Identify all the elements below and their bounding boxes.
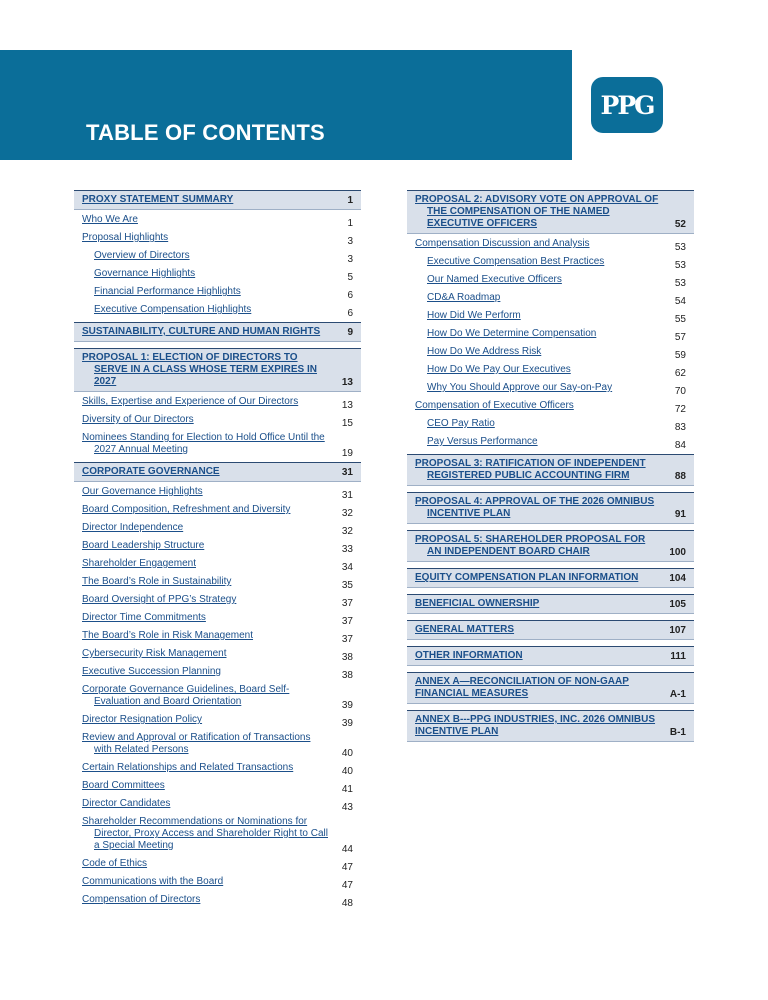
toc-link[interactable] — [82, 798, 331, 810]
toc-link[interactable] — [82, 612, 331, 624]
page-number: 84 — [674, 440, 686, 451]
toc-link[interactable] — [82, 522, 331, 534]
toc-item[interactable] — [74, 666, 361, 681]
toc-section-heading[interactable] — [74, 462, 361, 482]
toc-link-line: Our Governance Highlights — [82, 486, 203, 497]
toc-link[interactable] — [415, 382, 664, 394]
page-number: 40 — [341, 748, 353, 759]
toc-link[interactable] — [82, 576, 331, 588]
toc-link[interactable] — [82, 504, 331, 516]
toc-link-line: Compensation of Executive Officers — [415, 400, 574, 411]
toc-section-heading[interactable] — [74, 348, 361, 392]
page-number: 37 — [341, 634, 353, 645]
toc-link[interactable] — [82, 214, 331, 226]
toc-section-heading[interactable] — [407, 190, 694, 234]
page-number: 53 — [674, 242, 686, 253]
page-number: 31 — [341, 490, 353, 501]
section-title[interactable] — [82, 326, 331, 338]
toc-link[interactable] — [82, 648, 331, 660]
toc-link[interactable] — [415, 328, 664, 340]
toc-link-line: Executive Compensation Best Practices — [427, 256, 605, 267]
logo-text: PPG — [600, 90, 654, 120]
toc-link-line: The Board’s Role in Sustainability — [82, 576, 232, 587]
toc-item[interactable] — [74, 684, 361, 711]
page-number: 1 — [347, 218, 353, 229]
page-number: 39 — [341, 700, 353, 711]
page-number: 72 — [674, 404, 686, 415]
section-title-line: PROPOSAL 5: SHAREHOLDER PROPOSAL FOR — [415, 534, 646, 545]
page-number: 100 — [669, 547, 686, 558]
page-number: 53 — [674, 278, 686, 289]
page-number: 104 — [669, 573, 686, 584]
section-title-line: INCENTIVE PLAN — [427, 508, 511, 519]
page-number: 47 — [341, 880, 353, 891]
toc-item[interactable] — [74, 486, 361, 501]
toc-section-heading[interactable] — [74, 190, 361, 210]
toc-section-heading[interactable] — [407, 710, 694, 742]
section-title-line: OTHER INFORMATION — [415, 650, 523, 661]
toc-link-line: Review and Approval or Ratification of Transactions — [82, 732, 311, 743]
toc-link[interactable] — [415, 256, 664, 268]
toc-link[interactable] — [82, 666, 331, 678]
section-title-line: EQUITY COMPENSATION PLAN INFORMATION — [415, 572, 639, 583]
toc-link-line: CD&A Roadmap — [427, 292, 501, 303]
toc-link-line: Director, Proxy Access and Shareholder Right to Call — [94, 828, 328, 839]
toc-link-line: Board Oversight of PPG’s Strategy — [82, 594, 237, 605]
page-number: 83 — [674, 422, 686, 433]
toc-item[interactable] — [407, 238, 694, 253]
page-number: 53 — [674, 260, 686, 271]
section-title-line: REGISTERED PUBLIC ACCOUNTING FIRM — [427, 470, 630, 481]
toc-subitem[interactable] — [74, 268, 361, 283]
toc-link-line: Compensation of Directors — [82, 894, 201, 905]
toc-link-line: How Do We Address Risk — [427, 346, 542, 357]
page-number: 1 — [347, 195, 353, 206]
page-number: 41 — [341, 784, 353, 795]
page-number: 32 — [341, 526, 353, 537]
section-title[interactable] — [82, 352, 331, 388]
toc-link-line: How Do We Pay Our Executives — [427, 364, 571, 375]
toc-item[interactable] — [74, 648, 361, 663]
page-number: 52 — [674, 219, 686, 230]
toc-subitem[interactable] — [407, 274, 694, 289]
toc-link-line: Director Candidates — [82, 798, 171, 809]
section-title-line: AN INDEPENDENT BOARD CHAIR — [427, 546, 590, 557]
toc-item[interactable] — [74, 576, 361, 591]
page-number: 5 — [347, 272, 353, 283]
toc-link[interactable] — [82, 286, 331, 298]
page-number: 43 — [341, 802, 353, 813]
toc-link-line: Governance Highlights — [94, 268, 196, 279]
toc-link[interactable] — [82, 250, 331, 262]
page-number: 32 — [341, 508, 353, 519]
toc-link-line: Financial Performance Highlights — [94, 286, 241, 297]
toc-link-line: Board Leadership Structure — [82, 540, 205, 551]
toc-link[interactable] — [82, 858, 331, 870]
toc-link-line: Cybersecurity Risk Management — [82, 648, 227, 659]
section-title-line: SUSTAINABILITY, CULTURE AND HUMAN RIGHTS — [82, 326, 321, 337]
section-title[interactable] — [415, 572, 664, 584]
section-title-line: PROPOSAL 1: ELECTION OF DIRECTORS TO — [82, 352, 298, 363]
page-number: 105 — [669, 599, 686, 610]
section-title[interactable] — [82, 194, 331, 206]
toc-subitem[interactable] — [407, 418, 694, 433]
page-number: 57 — [674, 332, 686, 343]
page-number: 34 — [341, 562, 353, 573]
toc-subitem[interactable] — [407, 382, 694, 397]
toc-section-heading[interactable] — [407, 594, 694, 614]
toc-link-line: Pay Versus Performance — [427, 436, 538, 447]
toc-item[interactable] — [74, 630, 361, 645]
section-title-line: FINANCIAL MEASURES — [415, 688, 529, 699]
toc-link-line: Skills, Expertise and Experience of Our Directors — [82, 396, 299, 407]
toc-item[interactable] — [74, 780, 361, 795]
toc-link-line: Shareholder Recommendations or Nominations for — [82, 816, 308, 827]
toc-link[interactable] — [82, 268, 331, 280]
toc-subitem[interactable] — [407, 310, 694, 325]
toc-section-heading[interactable] — [407, 568, 694, 588]
toc-link-line: How Do We Determine Compensation — [427, 328, 597, 339]
toc-section-heading[interactable] — [407, 672, 694, 704]
toc-link-line: Certain Relationships and Related Transactions — [82, 762, 294, 773]
toc-link-line: Diversity of Our Directors — [82, 414, 194, 425]
toc-section-heading[interactable] — [407, 530, 694, 562]
toc-link-line: a Special Meeting — [94, 840, 174, 851]
toc-link-line: Our Named Executive Officers — [427, 274, 562, 285]
toc-link[interactable] — [415, 418, 664, 430]
toc-link[interactable] — [82, 816, 331, 852]
page-number: 70 — [674, 386, 686, 397]
page-number: 19 — [341, 448, 353, 459]
section-title[interactable] — [415, 676, 664, 700]
toc-link-line: Nominees Standing for Election to Hold Office Until the — [82, 432, 325, 443]
page-number: 38 — [341, 670, 353, 681]
page-number: 107 — [669, 625, 686, 636]
toc-item[interactable] — [74, 232, 361, 247]
toc-right-column — [407, 190, 694, 746]
page-number: 6 — [347, 308, 353, 319]
toc-link[interactable] — [82, 486, 331, 498]
toc-link[interactable] — [82, 540, 331, 552]
page-number: 47 — [341, 862, 353, 873]
section-title[interactable] — [82, 466, 331, 478]
section-title-line: PROPOSAL 4: APPROVAL OF THE 2026 OMNIBUS — [415, 496, 655, 507]
toc-link[interactable] — [82, 732, 331, 756]
toc-item[interactable] — [74, 876, 361, 891]
toc-link-line: The Board’s Role in Risk Management — [82, 630, 254, 641]
toc-link[interactable] — [82, 304, 331, 316]
toc-link-line: Evaluation and Board Orientation — [94, 696, 242, 707]
toc-link-line: Why You Should Approve our Say-on-Pay — [427, 382, 613, 393]
page-number: 59 — [674, 350, 686, 361]
section-title[interactable] — [415, 624, 664, 636]
toc-link[interactable] — [82, 594, 331, 606]
page-title: TABLE OF CONTENTS — [86, 120, 325, 145]
section-title-line: PROPOSAL 2: ADVISORY VOTE ON APPROVAL OF — [415, 194, 659, 205]
toc-subitem[interactable] — [407, 346, 694, 361]
toc-subitem[interactable] — [74, 250, 361, 265]
toc-link-line: Board Composition, Refreshment and Diversity — [82, 504, 291, 515]
toc-item[interactable] — [407, 400, 694, 415]
page-number: 39 — [341, 718, 353, 729]
toc-link[interactable] — [82, 558, 331, 570]
toc-link[interactable] — [82, 714, 331, 726]
toc-link[interactable] — [415, 346, 664, 358]
toc-item[interactable] — [74, 858, 361, 873]
toc-link-line: Corporate Governance Guidelines, Board Self- — [82, 684, 290, 695]
toc-subitem[interactable] — [407, 292, 694, 307]
page-number: 55 — [674, 314, 686, 325]
page-number: 15 — [341, 418, 353, 429]
toc-section-heading[interactable] — [407, 454, 694, 486]
toc-link-line: Director Resignation Policy — [82, 714, 203, 725]
page-number: 40 — [341, 766, 353, 777]
toc-link-line: Director Time Commitments — [82, 612, 206, 623]
section-title-line: CORPORATE GOVERNANCE — [82, 466, 220, 477]
toc-link[interactable] — [82, 780, 331, 792]
toc-item[interactable] — [74, 522, 361, 537]
toc-item[interactable] — [74, 714, 361, 729]
page-number: 62 — [674, 368, 686, 379]
toc-subitem[interactable] — [407, 364, 694, 379]
toc-link-line: 2027 Annual Meeting — [94, 444, 188, 455]
toc-section-heading[interactable] — [407, 646, 694, 666]
toc-link-line: Overview of Directors — [94, 250, 190, 261]
toc-link-line: Code of Ethics — [82, 858, 148, 869]
toc-link[interactable] — [415, 292, 664, 304]
section-title[interactable] — [415, 194, 664, 230]
toc-link[interactable] — [415, 436, 664, 448]
section-title-line: EXECUTIVE OFFICERS — [427, 218, 538, 229]
toc-section-heading[interactable] — [407, 620, 694, 640]
toc-link-line: Executive Succession Planning — [82, 666, 221, 677]
page-number: 48 — [341, 898, 353, 909]
page-number: 37 — [341, 598, 353, 609]
page-number: 3 — [347, 254, 353, 265]
toc-link[interactable] — [82, 630, 331, 642]
section-title-line: ANNEX A—RECONCILIATION OF NON-GAAP — [415, 676, 629, 687]
toc-item[interactable] — [74, 732, 361, 759]
toc-link[interactable] — [415, 310, 664, 322]
toc-item[interactable] — [74, 612, 361, 627]
toc-item[interactable] — [74, 762, 361, 777]
page-number: 6 — [347, 290, 353, 301]
ppg-logo — [591, 77, 663, 133]
section-title-line: ANNEX B---PPG INDUSTRIES, INC. 2026 OMNIBUS — [415, 714, 656, 725]
section-title[interactable] — [415, 496, 664, 520]
page-number: 3 — [347, 236, 353, 247]
section-title[interactable] — [415, 458, 664, 482]
toc-link[interactable] — [82, 432, 331, 456]
toc-item[interactable] — [74, 504, 361, 519]
toc-subitem[interactable] — [407, 256, 694, 271]
toc-subitem[interactable] — [74, 304, 361, 319]
toc-link[interactable] — [82, 762, 331, 774]
toc-item[interactable] — [74, 540, 361, 555]
page-number: 91 — [674, 509, 686, 520]
toc-left-column — [74, 190, 361, 912]
toc-link[interactable] — [415, 274, 664, 286]
toc-link[interactable] — [415, 238, 664, 250]
section-title-line: INCENTIVE PLAN — [415, 726, 499, 737]
page-number: 54 — [674, 296, 686, 307]
section-title[interactable] — [415, 598, 664, 610]
toc-subitem[interactable] — [74, 286, 361, 301]
toc-item[interactable] — [74, 214, 361, 229]
page-number: 13 — [341, 400, 353, 411]
page-number: 88 — [674, 471, 686, 482]
toc-link-line: Director Independence — [82, 522, 184, 533]
toc-section-heading[interactable] — [407, 492, 694, 524]
toc-link-line: How Did We Perform — [427, 310, 521, 321]
toc-link-line: Proposal Highlights — [82, 232, 169, 243]
toc-link-line: CEO Pay Ratio — [427, 418, 495, 429]
toc-link-line: Who We Are — [82, 214, 138, 225]
section-title-line: GENERAL MATTERS — [415, 624, 515, 635]
toc-link[interactable] — [82, 684, 331, 708]
page-number: 35 — [341, 580, 353, 591]
page-number: 9 — [347, 327, 353, 338]
toc-link[interactable] — [82, 396, 331, 408]
page-number: 37 — [341, 616, 353, 627]
section-title[interactable] — [415, 714, 664, 738]
section-title-line: THE COMPENSATION OF THE NAMED — [427, 206, 610, 217]
toc-link[interactable] — [82, 894, 331, 906]
page-number: B-1 — [669, 727, 686, 738]
toc-item[interactable] — [74, 816, 361, 855]
page-number: 13 — [341, 377, 353, 388]
toc-item[interactable] — [74, 432, 361, 459]
section-title-line: BENEFICIAL OWNERSHIP — [415, 598, 540, 609]
page-number: 33 — [341, 544, 353, 555]
toc-link-line: Communications with the Board — [82, 876, 224, 887]
section-title-line: SERVE IN A CLASS WHOSE TERM EXPIRES IN — [94, 364, 317, 375]
toc-link-line: Shareholder Engagement — [82, 558, 196, 569]
toc-link-line: Board Committees — [82, 780, 165, 791]
toc-item[interactable] — [74, 396, 361, 411]
page-number: A-1 — [669, 689, 686, 700]
toc-link-line: with Related Persons — [94, 744, 189, 755]
page-number: 38 — [341, 652, 353, 663]
toc-link-line: Executive Compensation Highlights — [94, 304, 252, 315]
toc-item[interactable] — [74, 894, 361, 909]
toc-link[interactable] — [415, 400, 664, 412]
toc-item[interactable] — [74, 558, 361, 573]
page-number: 44 — [341, 844, 353, 855]
toc-item[interactable] — [74, 594, 361, 609]
toc-subitem[interactable] — [407, 328, 694, 343]
section-title-line: PROPOSAL 3: RATIFICATION OF INDEPENDENT — [415, 458, 646, 469]
toc-item[interactable] — [74, 414, 361, 429]
toc-link-line: Compensation Discussion and Analysis — [415, 238, 590, 249]
page-number: 111 — [670, 651, 686, 662]
toc-item[interactable] — [74, 798, 361, 813]
toc-link[interactable] — [82, 414, 331, 426]
page-number: 31 — [341, 467, 353, 478]
toc-subitem[interactable] — [407, 436, 694, 451]
section-title[interactable] — [415, 534, 664, 558]
toc-link[interactable] — [415, 364, 664, 376]
toc-section-heading[interactable] — [74, 322, 361, 342]
section-title[interactable] — [415, 650, 664, 662]
section-title-line: 2027 — [94, 376, 117, 387]
toc-link[interactable] — [82, 876, 331, 888]
section-title-line: PROXY STATEMENT SUMMARY — [82, 194, 234, 205]
toc-link[interactable] — [82, 232, 331, 244]
